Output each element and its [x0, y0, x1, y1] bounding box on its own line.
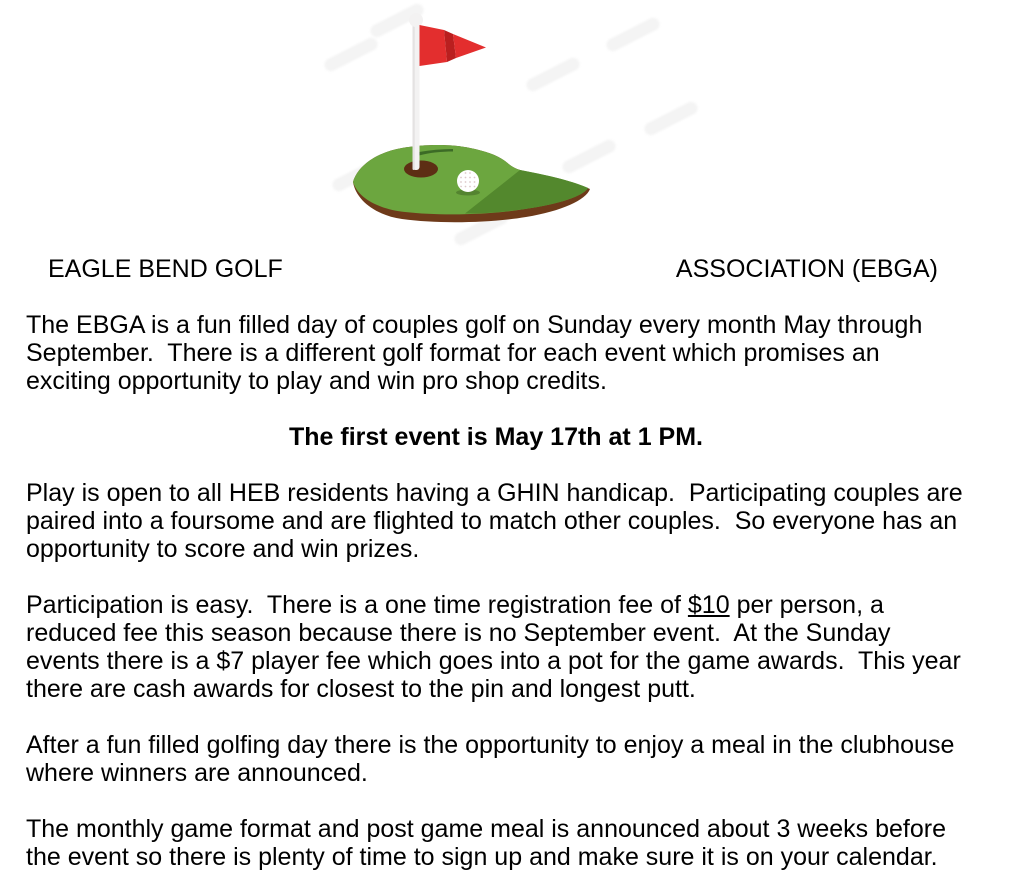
golf-ball-dimples [459, 172, 478, 191]
golf-hole [404, 161, 438, 178]
event-announcement: The first event is May 17th at 1 PM. [288, 423, 703, 451]
golf-green-graphic [300, 0, 640, 240]
flag-tip [453, 34, 486, 58]
fees-text-after: per person, a reduced fee this season because there is no September event. At the Sunday events there is a $7 player fee which goes into a pot for the game awards. This year there are cash awards for closest to the pin and longest putt. [26, 591, 968, 703]
flag-pole-shade [413, 20, 415, 170]
flag-pole-cap [409, 13, 423, 27]
paragraph-fees [26, 591, 966, 703]
paragraph-eligibility: Play is open to all HEB residents having a GHIN handicap. Participating couples are paired into a foursome and are flighted to match other couples. So everyone has an opportunity to score and win prizes. [26, 479, 970, 563]
flag-panel [420, 25, 448, 66]
paragraph-intro: The EBGA is a fun filled day of couples golf on Sunday every month May through September. There is a different golf format for each event which promises an exciting opportunity to play and win pro shop credits. [26, 311, 930, 395]
newsletter-body [0, 255, 1024, 871]
paragraph-meal: After a fun filled golfing day there is the opportunity to enjoy a meal in the clubhouse where winners are announced. [26, 731, 962, 787]
registration-fee: $10 [687, 591, 730, 619]
title-left: EAGLE BEND GOLF [48, 255, 283, 283]
title-row [26, 255, 966, 283]
watermark [642, 100, 700, 138]
fees-text-before: Participation is easy. There is a one time registration fee of [26, 591, 688, 619]
paragraph-timing: The monthly game format and post game meal is announced about 3 weeks before the event so there is plenty of time to sign up and make sure it is on your calendar. [26, 815, 953, 871]
title-right: ASSOCIATION (EBGA) [675, 255, 938, 283]
golf-illustration [0, 0, 1024, 242]
